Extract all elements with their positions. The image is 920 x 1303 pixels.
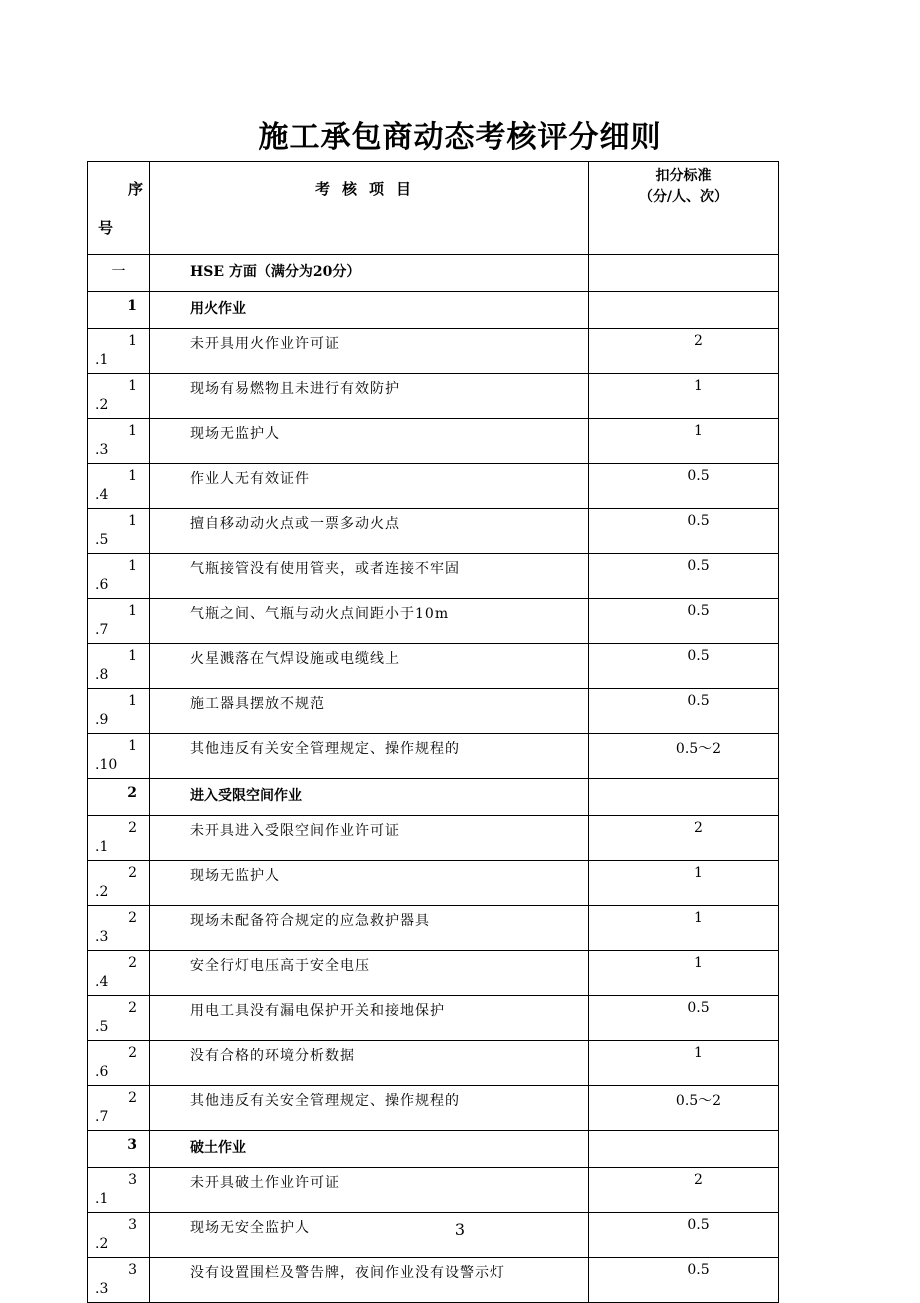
- item-score: 1: [589, 374, 779, 419]
- item-number-cell: [88, 509, 150, 554]
- table-row: [88, 554, 779, 599]
- section-score-cell: [589, 255, 779, 292]
- table-row: [88, 734, 779, 779]
- group-title: 进入受限空间作业: [150, 779, 589, 816]
- header-standard-line2: （分/人、次）: [638, 189, 729, 205]
- item-text: 现场无监护人: [150, 419, 589, 464]
- item-number-cell: [88, 599, 150, 644]
- item-text: 气瓶接管没有使用管夹，或者连接不牢固: [150, 554, 589, 599]
- item-number-cell: [88, 1168, 150, 1213]
- item-number-major: 2: [128, 1045, 137, 1061]
- group-number: 1: [88, 292, 150, 329]
- item-text: 现场有易燃物且未进行有效防护: [150, 374, 589, 419]
- item-number-minor: .10: [95, 757, 118, 773]
- page-number: 3: [454, 1220, 466, 1239]
- table-row: [88, 996, 779, 1041]
- table-row: [88, 599, 779, 644]
- table-header-row: [88, 162, 779, 255]
- item-number-cell: [88, 644, 150, 689]
- item-number-minor: .3: [95, 442, 109, 458]
- item-score: 1: [589, 861, 779, 906]
- item-text: 施工器具摆放不规范: [150, 689, 589, 734]
- item-number-minor: .3: [95, 1281, 109, 1297]
- item-number-minor: .3: [95, 929, 109, 945]
- item-score: 0.5: [589, 689, 779, 734]
- item-number-major: 1: [128, 693, 137, 709]
- item-score: 2: [589, 329, 779, 374]
- item-text: 未开具用火作业许可证: [150, 329, 589, 374]
- table-row: [88, 951, 779, 996]
- item-number-minor: .1: [95, 839, 109, 855]
- header-standard: [589, 162, 779, 255]
- section-number: 一: [88, 255, 150, 292]
- item-score: 2: [589, 1168, 779, 1213]
- item-text: 火星溅落在气焊设施或电缆线上: [150, 644, 589, 689]
- item-number-major: 1: [128, 738, 137, 754]
- item-number-minor: .1: [95, 352, 109, 368]
- group-title: 用火作业: [150, 292, 589, 329]
- group-row: [88, 292, 779, 329]
- item-score: 1: [589, 906, 779, 951]
- item-score: 1: [589, 1041, 779, 1086]
- item-score: 0.5～2: [589, 1086, 779, 1131]
- item-score: 1: [589, 951, 779, 996]
- group-row: [88, 779, 779, 816]
- item-score: 1: [589, 419, 779, 464]
- item-number-minor: .5: [95, 532, 109, 548]
- table-row: [88, 1168, 779, 1213]
- item-text: 没有合格的环境分析数据: [150, 1041, 589, 1086]
- table-row: [88, 689, 779, 734]
- item-text: 现场未配备符合规定的应急救护器具: [150, 906, 589, 951]
- table-row: [88, 1041, 779, 1086]
- item-number-major: 1: [128, 603, 137, 619]
- header-seq-bottom: 号: [98, 219, 114, 237]
- item-score: 0.5～2: [589, 734, 779, 779]
- item-number-minor: .2: [95, 1236, 109, 1252]
- item-number-cell: [88, 906, 150, 951]
- item-number-cell: [88, 816, 150, 861]
- section-row: [88, 255, 779, 292]
- item-number-major: 1: [128, 333, 137, 349]
- item-text: 未开具破土作业许可证: [150, 1168, 589, 1213]
- item-number-major: 3: [128, 1172, 137, 1188]
- item-number-major: 1: [128, 378, 137, 394]
- item-score: 0.5: [589, 1213, 779, 1258]
- item-text: 未开具进入受限空间作业许可证: [150, 816, 589, 861]
- item-number-cell: [88, 689, 150, 734]
- item-score: 0.5: [589, 464, 779, 509]
- item-number-major: 2: [128, 1090, 137, 1106]
- item-number-minor: .2: [95, 884, 109, 900]
- item-number-major: 2: [128, 820, 137, 836]
- item-number-major: 2: [128, 910, 137, 926]
- document-title: 施工承包商动态考核评分细则: [258, 120, 662, 155]
- item-number-minor: .1: [95, 1191, 109, 1207]
- item-number-cell: [88, 996, 150, 1041]
- item-number-cell: [88, 734, 150, 779]
- header-item: 考核项目: [150, 162, 589, 255]
- item-number-minor: .9: [95, 712, 109, 728]
- item-number-major: 1: [128, 558, 137, 574]
- item-number-major: 3: [128, 1262, 137, 1278]
- item-number-major: 1: [128, 423, 137, 439]
- item-text: 其他违反有关安全管理规定、操作规程的: [150, 734, 589, 779]
- group-number: 3: [88, 1131, 150, 1168]
- item-text: 擅自移动动火点或一票多动火点: [150, 509, 589, 554]
- item-number-major: 1: [128, 468, 137, 484]
- item-text: 用电工具没有漏电保护开关和接地保护: [150, 996, 589, 1041]
- group-score-cell: [589, 292, 779, 329]
- group-title: 破土作业: [150, 1131, 589, 1168]
- group-score-cell: [589, 779, 779, 816]
- table-row: [88, 861, 779, 906]
- item-number-cell: [88, 419, 150, 464]
- item-number-cell: [88, 951, 150, 996]
- item-number-minor: .6: [95, 1064, 109, 1080]
- table-row: [88, 374, 779, 419]
- item-score: 0.5: [589, 1258, 779, 1303]
- item-number-cell: [88, 1086, 150, 1131]
- item-score: 0.5: [589, 509, 779, 554]
- item-text: 其他违反有关安全管理规定、操作规程的: [150, 1086, 589, 1131]
- item-number-minor: .4: [95, 974, 109, 990]
- item-number-minor: .6: [95, 577, 109, 593]
- item-number-cell: [88, 464, 150, 509]
- item-number-minor: .4: [95, 487, 109, 503]
- item-number-minor: .5: [95, 1019, 109, 1035]
- table-row: [88, 464, 779, 509]
- item-number-major: 2: [128, 955, 137, 971]
- group-row: [88, 1131, 779, 1168]
- header-seq-top: 序: [127, 180, 143, 198]
- item-score: 0.5: [589, 599, 779, 644]
- table-row: [88, 1258, 779, 1303]
- item-number-cell: [88, 1041, 150, 1086]
- header-seq-cell: [88, 162, 150, 255]
- item-text: 作业人无有效证件: [150, 464, 589, 509]
- item-number-cell: [88, 374, 150, 419]
- item-number-major: 2: [128, 1000, 137, 1016]
- item-number-minor: .7: [95, 622, 109, 638]
- item-score: 0.5: [589, 644, 779, 689]
- table-row: [88, 329, 779, 374]
- header-standard-line1: 扣分标准: [655, 168, 712, 184]
- item-text: 安全行灯电压高于安全电压: [150, 951, 589, 996]
- item-text: 现场无监护人: [150, 861, 589, 906]
- table-row: [88, 419, 779, 464]
- item-score: 0.5: [589, 554, 779, 599]
- item-number-major: 1: [128, 513, 137, 529]
- item-number-cell: [88, 861, 150, 906]
- item-text: 气瓶之间、气瓶与动火点间距小于10m: [150, 599, 589, 644]
- table-row: [88, 644, 779, 689]
- table-row: [88, 816, 779, 861]
- group-score-cell: [589, 1131, 779, 1168]
- table-row: [88, 1086, 779, 1131]
- item-number-cell: [88, 329, 150, 374]
- item-text: 没有设置围栏及警告牌，夜间作业没有设警示灯: [150, 1258, 589, 1303]
- table-row: [88, 509, 779, 554]
- table-row: [88, 906, 779, 951]
- item-number-cell: [88, 554, 150, 599]
- item-number-major: 1: [128, 648, 137, 664]
- item-number-major: 2: [128, 865, 137, 881]
- item-score: 0.5: [589, 996, 779, 1041]
- group-number: 2: [88, 779, 150, 816]
- item-number-minor: .7: [95, 1109, 109, 1125]
- item-number-major: 3: [128, 1217, 137, 1233]
- item-number-cell: [88, 1258, 150, 1303]
- item-number-minor: .2: [95, 397, 109, 413]
- item-score: 2: [589, 816, 779, 861]
- item-number-minor: .8: [95, 667, 109, 683]
- scoring-table: [87, 161, 779, 1303]
- section-title: HSE 方面（满分为20分）: [150, 255, 589, 292]
- item-text: 现场无安全监护人: [150, 1213, 589, 1258]
